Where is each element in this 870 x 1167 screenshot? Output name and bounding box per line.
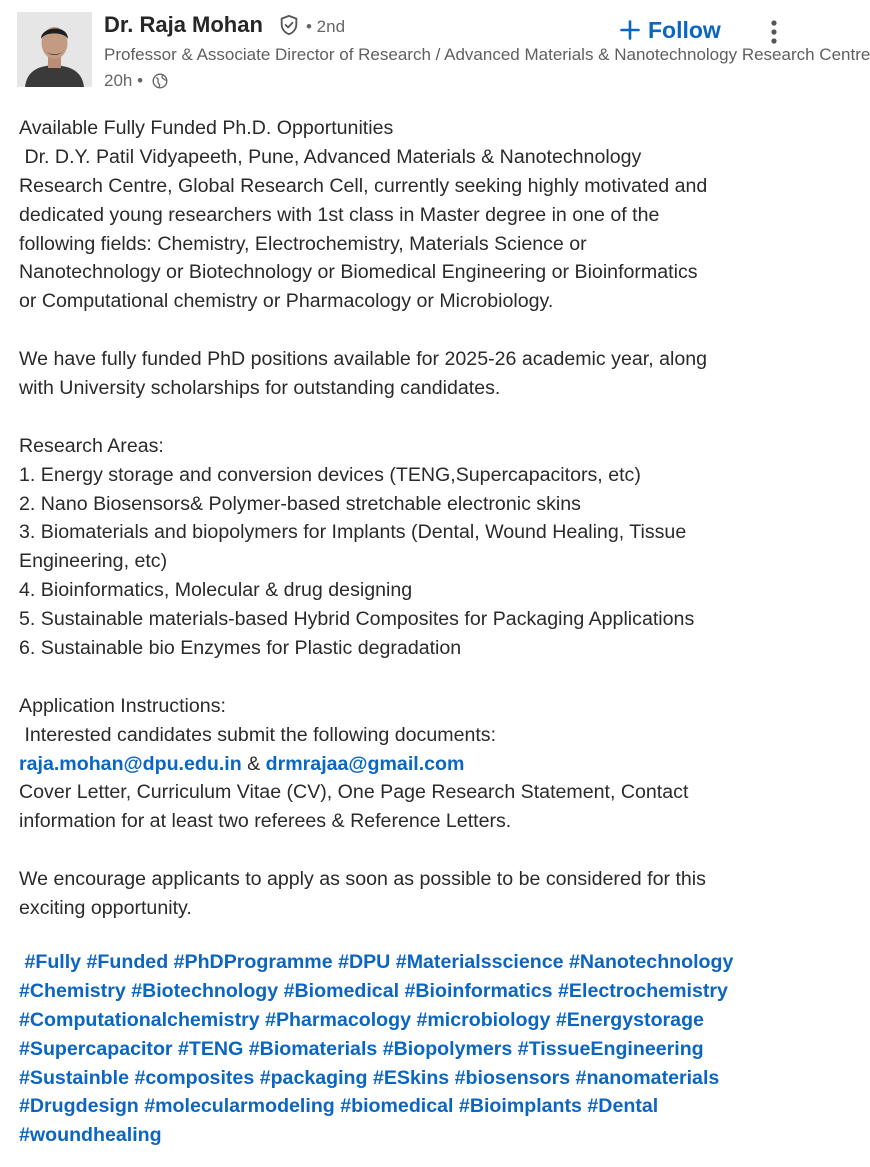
post-line: with University scholarships for outstanding candidates. (19, 377, 501, 400)
post-line: We have fully funded PhD positions available for 2025-26 academic year, along (19, 348, 708, 371)
post-paragraph-positions (19, 345, 795, 403)
hashtag-line (19, 977, 795, 1006)
post-line: exciting opportunity. (19, 897, 192, 920)
hashtag-link[interactable]: #Biomaterials (248, 1037, 378, 1060)
follow-button[interactable] (620, 14, 721, 46)
avatar-photo (17, 12, 92, 87)
research-area-item: 5. Sustainable materials-based Hybrid Composites for Packaging Applications (19, 608, 695, 631)
hashtag-link[interactable]: #Drugdesign (19, 1095, 139, 1118)
hashtag-link[interactable]: #woundhealing (19, 1124, 162, 1147)
hashtag-link[interactable]: #Biomedical (283, 979, 400, 1002)
hashtag-link[interactable]: #TissueEngineering (517, 1037, 704, 1060)
post-timestamp: 20h • (104, 71, 144, 90)
post-line: information for at least two referees & Reference Letters. (19, 810, 512, 833)
hashtag-link[interactable]: #biosensors (454, 1066, 571, 1089)
connection-degree: • 2nd (306, 17, 346, 36)
email-link-2[interactable]: drmrajaa@gmail.com (265, 752, 465, 775)
hashtag-link[interactable]: #Fully (24, 951, 82, 973)
hashtag-link[interactable]: #ESkins (372, 1066, 450, 1089)
hashtag-link[interactable]: #Chemistry (19, 979, 126, 1002)
post-body (19, 114, 795, 923)
hashtag-link[interactable]: #Energystorage (555, 1008, 704, 1031)
hashtag-link[interactable]: #Pharmacology (265, 1008, 411, 1031)
hashtag-link[interactable]: #Sustainble (19, 1066, 129, 1089)
more-vertical-icon[interactable] (762, 18, 786, 46)
research-area-item: Engineering, etc) (19, 550, 168, 573)
post-paragraph-closing (19, 865, 795, 923)
hashtag-line (19, 1064, 795, 1093)
plus-icon (620, 20, 640, 40)
hashtag-link[interactable]: #TENG (178, 1037, 244, 1060)
email-line (19, 750, 795, 779)
hashtag-line (19, 948, 795, 977)
hashtag-link[interactable]: #Bioimplants (458, 1095, 582, 1118)
hashtag-link[interactable]: #Electrochemistry (558, 979, 728, 1002)
hashtag-link[interactable]: #packaging (259, 1066, 368, 1089)
post-line: following fields: Chemistry, Electrochemistry, Materials Science or (19, 232, 587, 255)
post-line: Dr. D.Y. Patil Vidyapeeth, Pune, Advanced Materials & Nanotechnology (19, 145, 642, 168)
post-paragraph-application (19, 692, 795, 836)
verified-shield-icon (278, 14, 300, 36)
post-line: We encourage applicants to apply as soon as possible to be considered for this (19, 868, 706, 891)
hashtag-line (19, 1121, 795, 1150)
hashtag-link[interactable]: #microbiology (416, 1008, 551, 1031)
post-line: Cover Letter, Curriculum Vitae (CV), One Page Research Statement, Contact (19, 781, 689, 804)
research-area-item: 1. Energy storage and conversion devices (TENG,Supercapacitors, etc) (19, 463, 641, 486)
post-line: Available Fully Funded Ph.D. Opportunities (19, 117, 394, 139)
hashtag-link[interactable]: #Biopolymers (382, 1037, 513, 1060)
hashtag-line (19, 1092, 795, 1121)
research-area-item: 6. Sustainable bio Enzymes for Plastic degradation (19, 637, 462, 660)
post-line: Application Instructions: (19, 694, 226, 717)
hashtag-link[interactable]: #Computationalchemistry (19, 1008, 260, 1031)
hashtag-link[interactable]: #Supercapacitor (19, 1037, 173, 1060)
post-line: Research Centre, Global Research Cell, currently seeking highly motivated and (19, 174, 708, 197)
hashtag-link[interactable]: #Nanotechnology (569, 951, 734, 973)
hashtag-link[interactable]: #composites (134, 1066, 255, 1089)
post-line: or Computational chemistry or Pharmacology or Microbiology. (19, 290, 554, 313)
email-link-1[interactable]: raja.mohan@dpu.edu.in (19, 752, 242, 775)
globe-icon (152, 73, 168, 89)
hashtag-link[interactable]: #Dental (587, 1095, 659, 1118)
post-line: Interested candidates submit the following documents: (19, 723, 497, 746)
hashtag-link[interactable]: #Bioinformatics (404, 979, 553, 1002)
post-line: Nanotechnology or Biotechnology or Biomedical Engineering or Bioinformatics (19, 261, 698, 284)
post-header (0, 0, 870, 110)
post-line: dedicated young researchers with 1st class in Master degree in one of the (19, 203, 660, 226)
hashtag-link[interactable]: #Funded (86, 951, 169, 973)
author-name[interactable]: Dr. Raja Mohan (104, 12, 263, 37)
author-avatar[interactable] (17, 12, 92, 87)
author-headline: Professor & Associate Director of Research / Advanced Materials & Nanotechnology Research Centre (104, 45, 870, 64)
hashtag-line (19, 1035, 795, 1064)
email-separator: & (241, 752, 266, 775)
post-paragraph-research-areas (19, 432, 795, 663)
hashtag-link[interactable]: #DPU (338, 951, 391, 973)
hashtag-link[interactable]: #molecularmodeling (144, 1095, 335, 1118)
hashtag-block (19, 948, 795, 1150)
research-area-item: 2. Nano Biosensors& Polymer-based stretchable electronic skins (19, 492, 581, 515)
research-area-item: 3. Biomaterials and biopolymers for Implants (Dental, Wound Healing, Tissue (19, 521, 687, 544)
hashtag-link[interactable]: #PhDProgramme (173, 951, 333, 973)
research-area-item: 4. Bioinformatics, Molecular & drug designing (19, 579, 413, 602)
post-paragraph-intro (19, 114, 795, 316)
hashtag-link[interactable]: #Biotechnology (131, 979, 279, 1002)
follow-label: Follow (648, 16, 721, 43)
hashtag-link[interactable]: #biomedical (340, 1095, 454, 1118)
hashtag-link[interactable]: #Materialsscience (395, 951, 564, 973)
post-line: Research Areas: (19, 434, 164, 457)
hashtag-link[interactable]: #nanomaterials (575, 1066, 720, 1089)
hashtag-line (19, 1006, 795, 1035)
